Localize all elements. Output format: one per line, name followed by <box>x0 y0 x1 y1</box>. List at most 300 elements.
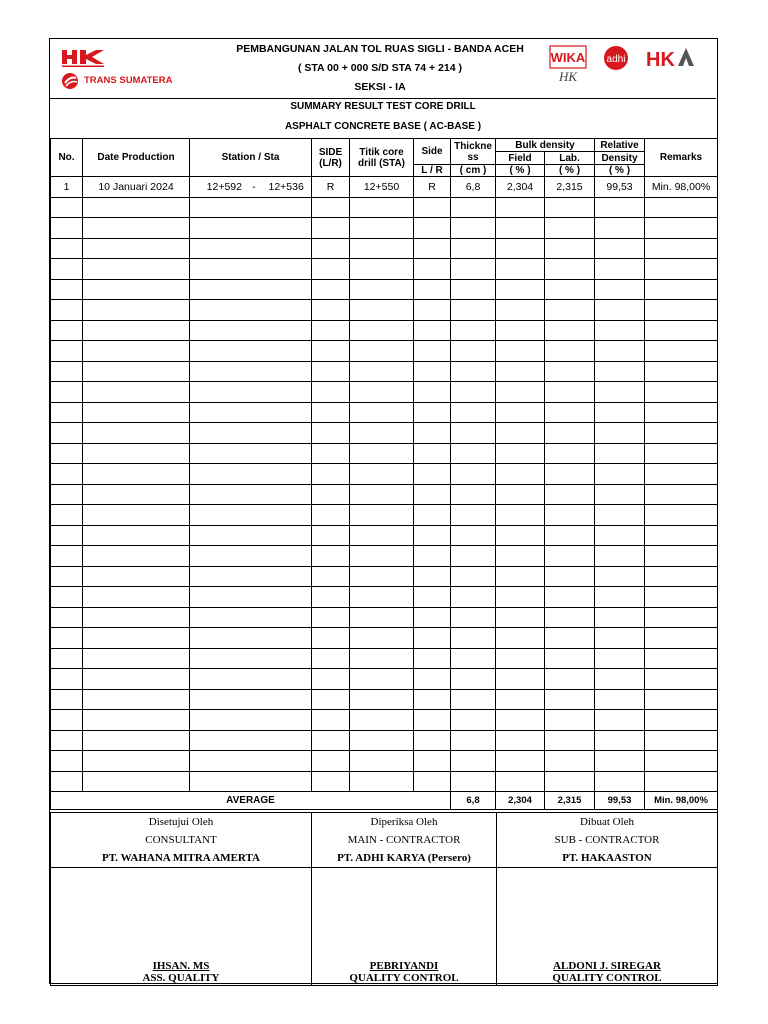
col-titik-sub: drill (STA) <box>357 157 406 169</box>
table-row-empty <box>51 730 718 751</box>
empty-cell <box>645 648 718 669</box>
average-lab: 2,315 <box>545 792 595 810</box>
empty-cell <box>350 525 414 546</box>
empty-cell <box>190 546 312 567</box>
empty-cell <box>312 628 350 649</box>
col-side2: Side <box>414 139 451 165</box>
cell-side2: R <box>414 177 451 198</box>
table-row-empty <box>51 669 718 690</box>
empty-cell <box>83 382 190 403</box>
empty-cell <box>190 341 312 362</box>
empty-cell <box>414 669 451 690</box>
empty-cell <box>83 320 190 341</box>
empty-cell <box>51 259 83 280</box>
table-row-empty <box>51 710 718 731</box>
signature-company: PT. WAHANA MITRA AMERTA <box>102 852 260 864</box>
empty-cell <box>645 669 718 690</box>
empty-cell <box>83 259 190 280</box>
empty-cell <box>83 402 190 423</box>
empty-cell <box>414 546 451 567</box>
empty-cell <box>190 628 312 649</box>
empty-cell <box>83 628 190 649</box>
empty-cell <box>595 382 645 403</box>
col-titik <box>350 139 414 177</box>
hka-logo-icon <box>646 48 694 71</box>
signature-consultant-sign <box>51 868 312 986</box>
empty-cell <box>496 689 545 710</box>
empty-cell <box>595 628 645 649</box>
col-field: Field <box>496 152 545 165</box>
table-row-empty <box>51 525 718 546</box>
empty-cell <box>451 689 496 710</box>
empty-cell <box>595 648 645 669</box>
col-field-unit: ( % ) <box>496 165 545 177</box>
table-row-empty <box>51 464 718 485</box>
empty-cell <box>51 648 83 669</box>
trans-sumatera-logo <box>60 72 180 90</box>
empty-cell <box>545 443 595 464</box>
empty-cell <box>83 771 190 792</box>
empty-cell <box>190 218 312 239</box>
empty-cell <box>190 669 312 690</box>
empty-cell <box>451 546 496 567</box>
empty-cell <box>51 587 83 608</box>
empty-cell <box>83 197 190 218</box>
signature-role: Diperiksa Oleh <box>370 816 438 828</box>
empty-cell <box>595 218 645 239</box>
empty-cell <box>312 259 350 280</box>
empty-cell <box>451 628 496 649</box>
empty-cell <box>595 566 645 587</box>
empty-cell <box>350 587 414 608</box>
empty-cell <box>350 505 414 526</box>
signature-main-contractor <box>312 813 497 868</box>
average-field: 2,304 <box>496 792 545 810</box>
empty-cell <box>645 525 718 546</box>
empty-cell <box>595 464 645 485</box>
empty-cell <box>414 443 451 464</box>
empty-cell <box>496 484 545 505</box>
empty-cell <box>51 730 83 751</box>
empty-cell <box>645 546 718 567</box>
empty-cell <box>595 587 645 608</box>
empty-cell <box>312 689 350 710</box>
empty-cell <box>451 443 496 464</box>
empty-cell <box>595 402 645 423</box>
empty-cell <box>51 751 83 772</box>
empty-cell <box>451 751 496 772</box>
empty-cell <box>595 751 645 772</box>
empty-cell <box>545 710 595 731</box>
empty-cell <box>451 402 496 423</box>
empty-cell <box>545 505 595 526</box>
empty-cell <box>595 300 645 321</box>
average-remarks: Min. 98,00% <box>645 792 718 810</box>
adhi-logo-icon <box>604 46 628 70</box>
empty-cell <box>496 730 545 751</box>
table-row-empty <box>51 218 718 239</box>
cell-remarks: Min. 98,00% <box>645 177 718 198</box>
empty-cell <box>645 751 718 772</box>
col-lab: Lab. <box>545 152 595 165</box>
report-header <box>50 39 716 99</box>
signatory-title: QUALITY CONTROL <box>552 972 662 984</box>
col-side-sub: (L/R) <box>319 157 342 169</box>
cell-sta-dash: - <box>252 180 256 193</box>
svg-text:HK: HK <box>646 49 675 71</box>
table-row-empty <box>51 402 718 423</box>
empty-cell <box>312 669 350 690</box>
empty-cell <box>350 341 414 362</box>
report-sheet <box>49 38 718 984</box>
empty-cell <box>645 464 718 485</box>
empty-cell <box>190 751 312 772</box>
signatory-name: PEBRIYANDI <box>369 960 439 972</box>
empty-cell <box>312 751 350 772</box>
empty-cell <box>545 197 595 218</box>
empty-cell <box>350 669 414 690</box>
empty-cell <box>312 218 350 239</box>
empty-cell <box>451 710 496 731</box>
empty-cell <box>312 443 350 464</box>
empty-cell <box>496 546 545 567</box>
empty-cell <box>645 320 718 341</box>
empty-cell <box>451 361 496 382</box>
col-side-label: SIDE <box>318 146 343 158</box>
empty-cell <box>645 197 718 218</box>
empty-cell <box>545 689 595 710</box>
empty-cell <box>350 771 414 792</box>
table-row-empty <box>51 341 718 362</box>
empty-cell <box>645 361 718 382</box>
empty-cell <box>496 218 545 239</box>
empty-cell <box>190 689 312 710</box>
empty-cell <box>51 505 83 526</box>
empty-cell <box>645 689 718 710</box>
svg-text:adhi: adhi <box>606 54 626 65</box>
empty-cell <box>190 587 312 608</box>
empty-cell <box>350 484 414 505</box>
col-rel: Relative <box>595 139 645 152</box>
empty-cell <box>414 300 451 321</box>
empty-cell <box>595 341 645 362</box>
empty-cell <box>190 382 312 403</box>
empty-cell <box>350 566 414 587</box>
col-thick-label: Thickne <box>454 140 492 152</box>
empty-cell <box>496 402 545 423</box>
empty-cell <box>545 320 595 341</box>
empty-cell <box>451 505 496 526</box>
empty-cell <box>350 361 414 382</box>
empty-cell <box>414 341 451 362</box>
empty-cell <box>83 648 190 669</box>
empty-cell <box>645 341 718 362</box>
empty-cell <box>595 525 645 546</box>
empty-cell <box>645 402 718 423</box>
table-row-empty <box>51 648 718 669</box>
average-thick: 6,8 <box>451 792 496 810</box>
signatory-title: QUALITY CONTROL <box>349 972 459 984</box>
empty-cell <box>595 546 645 567</box>
empty-cell <box>595 361 645 382</box>
empty-cell <box>51 197 83 218</box>
empty-cell <box>350 197 414 218</box>
empty-cell <box>496 505 545 526</box>
empty-cell <box>312 402 350 423</box>
empty-cell <box>645 382 718 403</box>
empty-cell <box>51 382 83 403</box>
empty-cell <box>451 464 496 485</box>
empty-cell <box>545 279 595 300</box>
empty-cell <box>350 382 414 403</box>
empty-cell <box>51 628 83 649</box>
empty-cell <box>312 648 350 669</box>
empty-cell <box>190 259 312 280</box>
table-row-empty <box>51 771 718 792</box>
summary-title: SUMMARY RESULT TEST CORE DRILL <box>290 101 476 112</box>
empty-cell <box>496 361 545 382</box>
col-station: Station / Sta <box>190 139 312 177</box>
empty-cell <box>496 607 545 628</box>
empty-cell <box>645 628 718 649</box>
project-title: PEMBANGUNAN JALAN TOL RUAS SIGLI - BANDA ACEH <box>236 43 524 55</box>
empty-cell <box>350 259 414 280</box>
empty-cell <box>545 751 595 772</box>
empty-cell <box>496 382 545 403</box>
table-body <box>51 177 718 792</box>
empty-cell <box>190 771 312 792</box>
table-row-empty <box>51 197 718 218</box>
cell-date: 10 Januari 2024 <box>83 177 190 198</box>
empty-cell <box>496 710 545 731</box>
svg-text:WIKA: WIKA <box>550 50 586 65</box>
empty-cell <box>545 730 595 751</box>
cell-lab: 2,315 <box>545 177 595 198</box>
average-row <box>51 792 718 810</box>
empty-cell <box>312 464 350 485</box>
empty-cell <box>51 525 83 546</box>
empty-cell <box>83 607 190 628</box>
empty-cell <box>312 607 350 628</box>
signatory-title: ASS. QUALITY <box>142 972 220 984</box>
empty-cell <box>496 300 545 321</box>
empty-cell <box>83 300 190 321</box>
empty-cell <box>496 771 545 792</box>
empty-cell <box>83 279 190 300</box>
empty-cell <box>414 464 451 485</box>
empty-cell <box>414 423 451 444</box>
empty-cell <box>496 423 545 444</box>
trans-sumatera-text: TRANS SUMATERA <box>84 75 173 86</box>
empty-cell <box>595 669 645 690</box>
empty-cell <box>595 730 645 751</box>
empty-cell <box>83 341 190 362</box>
empty-cell <box>350 238 414 259</box>
empty-cell <box>312 238 350 259</box>
empty-cell <box>595 484 645 505</box>
empty-cell <box>645 443 718 464</box>
empty-cell <box>451 259 496 280</box>
table-row-empty <box>51 259 718 280</box>
empty-cell <box>51 238 83 259</box>
empty-cell <box>645 279 718 300</box>
empty-cell <box>312 730 350 751</box>
empty-cell <box>545 628 595 649</box>
empty-cell <box>496 669 545 690</box>
cell-field: 2,304 <box>496 177 545 198</box>
empty-cell <box>51 423 83 444</box>
empty-cell <box>83 710 190 731</box>
table-row-empty <box>51 546 718 567</box>
empty-cell <box>312 771 350 792</box>
empty-cell <box>414 566 451 587</box>
empty-cell <box>350 464 414 485</box>
empty-cell <box>645 771 718 792</box>
empty-cell <box>545 361 595 382</box>
contractor-logos <box>548 44 708 84</box>
empty-cell <box>350 546 414 567</box>
table-row-empty <box>51 628 718 649</box>
signature-company: PT. HAKAASTON <box>562 852 652 864</box>
empty-cell <box>350 730 414 751</box>
empty-cell <box>350 279 414 300</box>
empty-cell <box>496 443 545 464</box>
empty-cell <box>414 484 451 505</box>
empty-cell <box>451 648 496 669</box>
empty-cell <box>496 238 545 259</box>
empty-cell <box>496 464 545 485</box>
table-row-empty <box>51 238 718 259</box>
table-row-empty <box>51 751 718 772</box>
empty-cell <box>190 361 312 382</box>
empty-cell <box>190 505 312 526</box>
empty-cell <box>51 710 83 731</box>
cell-station <box>190 177 312 198</box>
empty-cell <box>414 628 451 649</box>
empty-cell <box>350 443 414 464</box>
empty-cell <box>414 279 451 300</box>
empty-cell <box>414 259 451 280</box>
empty-cell <box>83 587 190 608</box>
empty-cell <box>83 443 190 464</box>
empty-cell <box>545 607 595 628</box>
empty-cell <box>595 505 645 526</box>
empty-cell <box>51 484 83 505</box>
empty-cell <box>312 341 350 362</box>
empty-cell <box>595 607 645 628</box>
empty-cell <box>190 710 312 731</box>
empty-cell <box>350 689 414 710</box>
table-row-empty <box>51 484 718 505</box>
empty-cell <box>190 238 312 259</box>
empty-cell <box>190 402 312 423</box>
col-titik-label: Titik core <box>359 146 404 158</box>
empty-cell <box>312 505 350 526</box>
material-title: ASPHALT CONCRETE BASE ( AC-BASE ) <box>284 121 482 132</box>
empty-cell <box>595 689 645 710</box>
empty-cell <box>312 197 350 218</box>
empty-cell <box>595 320 645 341</box>
empty-cell <box>451 566 496 587</box>
empty-cell <box>190 423 312 444</box>
table-row-empty <box>51 279 718 300</box>
empty-cell <box>190 320 312 341</box>
empty-cell <box>545 484 595 505</box>
empty-cell <box>545 566 595 587</box>
empty-cell <box>645 566 718 587</box>
empty-cell <box>545 238 595 259</box>
cell-rel: 99,53 <box>595 177 645 198</box>
col-thick <box>451 139 496 165</box>
empty-cell <box>83 751 190 772</box>
col-remarks: Remarks <box>645 139 718 177</box>
empty-cell <box>545 587 595 608</box>
empty-cell <box>451 587 496 608</box>
empty-cell <box>350 607 414 628</box>
empty-cell <box>312 361 350 382</box>
empty-cell <box>595 710 645 731</box>
empty-cell <box>545 300 595 321</box>
empty-cell <box>496 320 545 341</box>
empty-cell <box>51 669 83 690</box>
col-rel-unit: ( % ) <box>595 165 645 177</box>
empty-cell <box>51 771 83 792</box>
empty-cell <box>414 689 451 710</box>
empty-cell <box>190 648 312 669</box>
empty-cell <box>312 566 350 587</box>
empty-cell <box>51 546 83 567</box>
empty-cell <box>83 669 190 690</box>
empty-cell <box>545 525 595 546</box>
col-date: Date Production <box>83 139 190 177</box>
empty-cell <box>451 238 496 259</box>
empty-cell <box>51 566 83 587</box>
project-section: SEKSI - IA <box>354 81 406 93</box>
empty-cell <box>350 423 414 444</box>
empty-cell <box>414 587 451 608</box>
empty-cell <box>414 710 451 731</box>
empty-cell <box>51 689 83 710</box>
signatory-name: ALDONI J. SIREGAR <box>553 960 661 972</box>
cell-titik: 12+550 <box>350 177 414 198</box>
table-row-empty <box>51 382 718 403</box>
empty-cell <box>595 279 645 300</box>
empty-cell <box>350 751 414 772</box>
empty-cell <box>545 669 595 690</box>
empty-cell <box>414 197 451 218</box>
empty-cell <box>190 300 312 321</box>
empty-cell <box>312 423 350 444</box>
empty-cell <box>496 525 545 546</box>
empty-cell <box>414 771 451 792</box>
empty-cell <box>51 443 83 464</box>
empty-cell <box>312 484 350 505</box>
empty-cell <box>51 341 83 362</box>
empty-cell <box>51 218 83 239</box>
table-row-empty <box>51 566 718 587</box>
cell-side: R <box>312 177 350 198</box>
signature-party: SUB - CONTRACTOR <box>554 834 660 846</box>
cell-thick: 6,8 <box>451 177 496 198</box>
cell-sta-from: 12+592 <box>206 180 242 193</box>
empty-cell <box>645 607 718 628</box>
col-thick-unit: ( cm ) <box>451 165 496 177</box>
empty-cell <box>83 525 190 546</box>
empty-cell <box>496 648 545 669</box>
empty-cell <box>414 648 451 669</box>
empty-cell <box>312 525 350 546</box>
empty-cell <box>190 197 312 218</box>
